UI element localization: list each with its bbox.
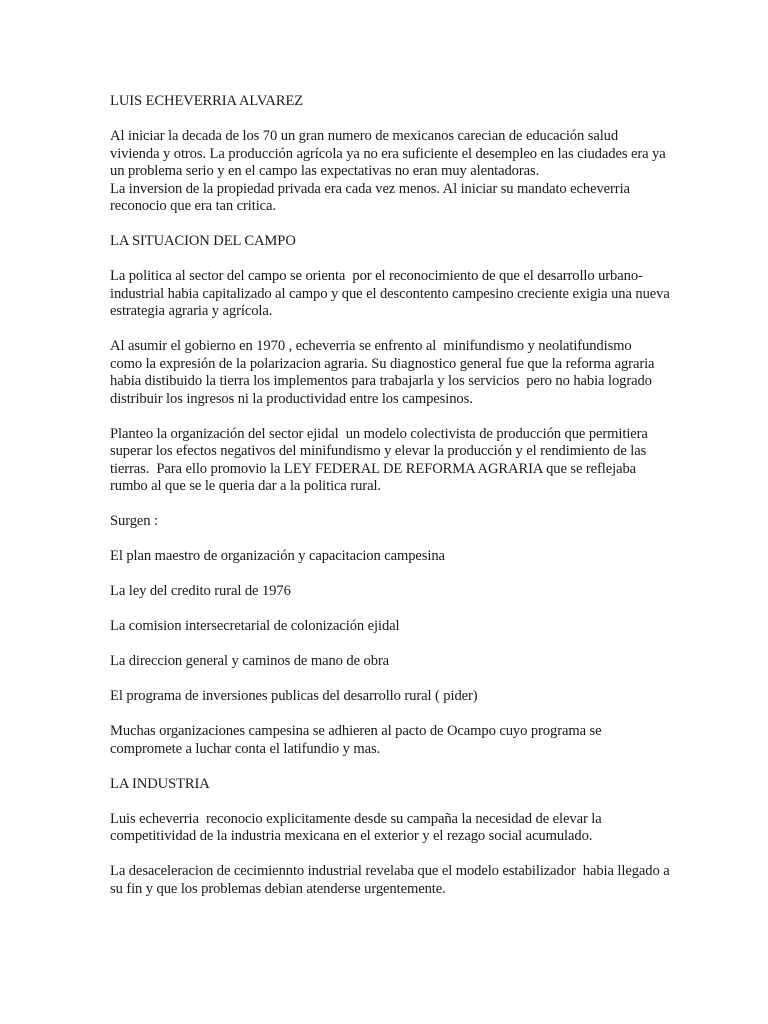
- list-item: La direccion general y caminos de mano de obra: [110, 653, 390, 669]
- document-title: LUIS ECHEVERRIA ALVAREZ: [110, 93, 304, 109]
- section-heading-campo: LA SITUACION DEL CAMPO: [110, 233, 296, 249]
- campo-paragraph-4: Muchas organizaciones campesina se adhieren al pacto de Ocampo cuyo programa se compromete a luchar conta el latifundio y mas.: [110, 723, 606, 757]
- industria-paragraph-2: La desaceleracion de cecimiennto industrial revelaba que el modelo estabilizador habia llegado a su fin y que los problemas debian atenderse urgentemente.: [110, 863, 674, 897]
- surgen-label: Surgen :: [110, 513, 158, 529]
- intro-paragraph-1: Al iniciar la decada de los 70 un gran numero de mexicanos carecian de educación salud vivienda y otros. La producción agrícola ya no era suficiente el desempleo en las ciudades era ya un problema serio y en el campo las expectativas no eran muy alentadoras.: [110, 128, 670, 179]
- list-item: La comision intersecretarial de colonización ejidal: [110, 618, 400, 634]
- list-item: El programa de inversiones publicas del desarrollo rural ( pider): [110, 688, 478, 704]
- campo-paragraph-1: La politica al sector del campo se orienta por el reconocimiento de que el desarrollo urbano-industrial habia capitalizado al campo y que el descontento campesino creciente exigia una nueva estrategia agraria y agrícola.: [110, 268, 674, 319]
- list-item: La ley del credito rural de 1976: [110, 583, 291, 599]
- industria-paragraph-1: Luis echeverria reconocio explicitamente desde su campaña la necesidad de elevar la competitividad de la industria mexicana en el exterior y el rezago social acumulado.: [110, 810, 606, 844]
- section-heading-industria: LA INDUSTRIA: [110, 775, 210, 792]
- campo-paragraph-2: Al asumir el gobierno en 1970 , echeverria se enfrento al minifundismo y neolatifundismo como la expresión de la polarizacion agraria. Su diagnostico general fue que la reforma agraria habia distibuido la tierra los implementos para trabajarla y los servicios pero no habia logrado distribuir los ingresos ni la productividad entre los campesinos.: [110, 338, 658, 407]
- intro-paragraph-2: La inversion de la propiedad privada era cada vez menos. Al iniciar su mandato echeverria reconocio que era tan critica.: [110, 180, 634, 214]
- document-body: [110, 93, 674, 916]
- campo-paragraph-3: Planteo la organización del sector ejidal un modelo colectivista de producción que permitiera superar los efectos negativos del minifundismo y elevar la producción y el rendimiento de las tierras. Para ello promovio la LEY FEDERAL DE REFORMA AGRARIA que se reflejaba rumbo al que se le queria dar a la politica rural.: [110, 425, 652, 494]
- list-item: El plan maestro de organización y capacitacion campesina: [110, 548, 445, 564]
